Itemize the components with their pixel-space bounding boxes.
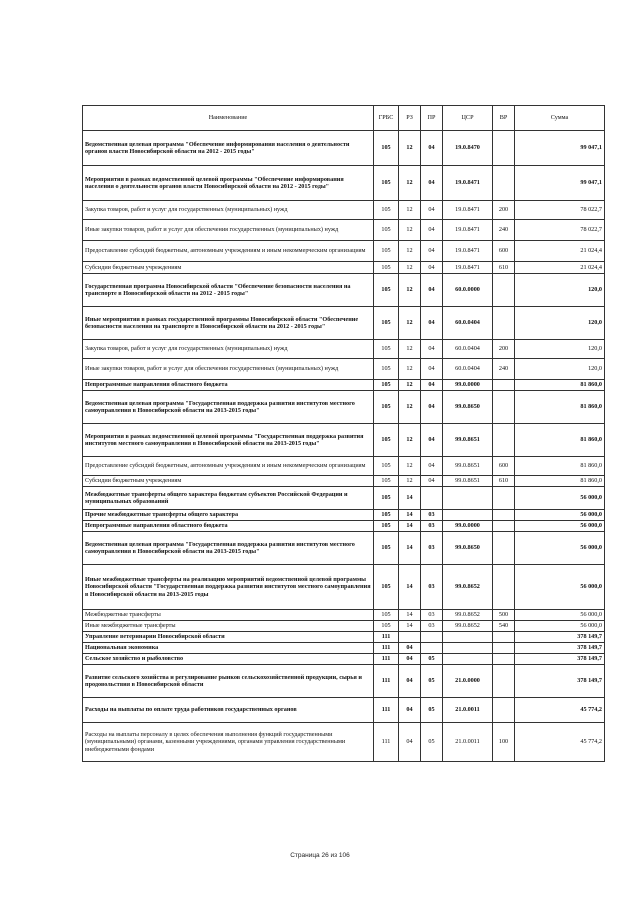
row-grbs: 105 <box>374 131 399 166</box>
row-rz: 12 <box>399 391 421 424</box>
header-rz: РЗ <box>399 106 421 131</box>
table-body <box>83 131 605 762</box>
row-grbs: 111 <box>374 665 399 698</box>
row-pr: 04 <box>421 201 443 220</box>
row-csr <box>443 654 493 665</box>
row-grbs: 105 <box>374 521 399 532</box>
table-row <box>83 487 605 510</box>
row-name: Иные закупки товаров, работ и услуг для обеспечения государственных (муниципальных) нужд <box>83 359 374 380</box>
row-vr <box>493 424 515 457</box>
row-sum: 56 000,0 <box>515 510 605 521</box>
row-rz: 12 <box>399 340 421 359</box>
row-vr: 200 <box>493 340 515 359</box>
row-vr: 610 <box>493 476 515 487</box>
row-csr: 99.0.8651 <box>443 424 493 457</box>
row-pr: 03 <box>421 521 443 532</box>
row-rz: 14 <box>399 521 421 532</box>
row-csr: 19.0.8470 <box>443 131 493 166</box>
row-sum: 56 000,0 <box>515 532 605 565</box>
row-sum: 378 149,7 <box>515 665 605 698</box>
row-pr: 04 <box>421 340 443 359</box>
row-grbs: 105 <box>374 487 399 510</box>
row-csr: 99.0.0000 <box>443 521 493 532</box>
row-rz: 14 <box>399 487 421 510</box>
row-csr: 99.0.8651 <box>443 476 493 487</box>
row-grbs: 111 <box>374 723 399 762</box>
row-rz: 12 <box>399 220 421 241</box>
row-name: Закупка товаров, работ и услуг для государственных (муниципальных) нужд <box>83 201 374 220</box>
table-row <box>83 698 605 723</box>
row-rz: 12 <box>399 166 421 201</box>
row-vr <box>493 391 515 424</box>
row-pr: 03 <box>421 610 443 621</box>
row-sum: 120,0 <box>515 340 605 359</box>
row-pr: 05 <box>421 665 443 698</box>
row-vr: 540 <box>493 621 515 632</box>
row-sum: 78 022,7 <box>515 220 605 241</box>
row-name: Расходы на выплаты персоналу в целях обеспечения выполнения функций государственными (муниципальными) органами, казенными учреждениями, органами управления государственными внебюджетными фондами <box>83 723 374 762</box>
row-sum: 378 149,7 <box>515 654 605 665</box>
row-name: Сельское хозяйство и рыболовство <box>83 654 374 665</box>
row-grbs: 105 <box>374 380 399 391</box>
row-grbs: 105 <box>374 565 399 610</box>
row-name: Непрограммные направления областного бюджета <box>83 521 374 532</box>
row-pr <box>421 643 443 654</box>
row-sum: 99 047,1 <box>515 131 605 166</box>
row-csr: 99.0.8652 <box>443 565 493 610</box>
row-name: Иные межбюджетные трансферты на реализацию мероприятий ведомственной целевой программы Новосибирской области "Государственная поддержка развития институтов местного самоуправления в Новосибирской области на 2013-2015 годы <box>83 565 374 610</box>
row-pr: 04 <box>421 274 443 307</box>
table-row <box>83 565 605 610</box>
row-vr <box>493 532 515 565</box>
row-grbs: 105 <box>374 340 399 359</box>
header-pr: ПР <box>421 106 443 131</box>
row-name: Ведомственная целевая программа "Государственная поддержка развития институтов местного самоуправления в Новосибирской области на 2013-2015 годы" <box>83 532 374 565</box>
row-rz: 12 <box>399 241 421 262</box>
row-pr: 05 <box>421 698 443 723</box>
row-csr: 19.0.8471 <box>443 166 493 201</box>
row-grbs: 105 <box>374 262 399 274</box>
row-vr <box>493 166 515 201</box>
row-vr <box>493 274 515 307</box>
row-grbs: 105 <box>374 510 399 521</box>
table-row <box>83 621 605 632</box>
row-pr: 04 <box>421 380 443 391</box>
row-grbs: 105 <box>374 424 399 457</box>
table-row <box>83 510 605 521</box>
row-vr <box>493 565 515 610</box>
table-row <box>83 241 605 262</box>
table-row <box>83 220 605 241</box>
table-row <box>83 131 605 166</box>
row-csr <box>443 643 493 654</box>
row-vr <box>493 307 515 340</box>
table-row <box>83 654 605 665</box>
row-sum: 56 000,0 <box>515 487 605 510</box>
row-rz: 04 <box>399 698 421 723</box>
row-csr: 99.0.0000 <box>443 380 493 391</box>
row-rz: 14 <box>399 510 421 521</box>
row-sum: 45 774,2 <box>515 723 605 762</box>
row-grbs: 105 <box>374 610 399 621</box>
row-rz: 14 <box>399 532 421 565</box>
row-vr <box>493 632 515 643</box>
row-name: Иные мероприятия в рамках государственной программы Новосибирской области "Обеспечение безопасности населения на транспорте в Новосибирской области на 2012 - 2015 годы" <box>83 307 374 340</box>
row-sum: 56 000,0 <box>515 621 605 632</box>
row-pr: 04 <box>421 391 443 424</box>
row-pr: 03 <box>421 532 443 565</box>
row-rz: 12 <box>399 274 421 307</box>
table-row <box>83 476 605 487</box>
row-pr <box>421 632 443 643</box>
table-row <box>83 665 605 698</box>
row-vr <box>493 654 515 665</box>
row-csr: 99.0.8650 <box>443 532 493 565</box>
row-csr: 19.0.8471 <box>443 241 493 262</box>
row-grbs: 105 <box>374 621 399 632</box>
row-rz: 14 <box>399 621 421 632</box>
row-pr: 03 <box>421 621 443 632</box>
budget-table <box>82 105 605 762</box>
row-name: Субсидии бюджетным учреждениям <box>83 262 374 274</box>
table-row <box>83 532 605 565</box>
row-sum: 81 860,0 <box>515 391 605 424</box>
table-row <box>83 359 605 380</box>
row-pr: 04 <box>421 262 443 274</box>
row-csr: 60.0.0404 <box>443 340 493 359</box>
row-vr <box>493 487 515 510</box>
row-sum: 56 000,0 <box>515 565 605 610</box>
table-row <box>83 643 605 654</box>
row-name: Прочие межбюджетные трансферты общего характера <box>83 510 374 521</box>
table-row <box>83 610 605 621</box>
row-csr: 60.0.0000 <box>443 274 493 307</box>
row-pr: 04 <box>421 307 443 340</box>
row-csr: 99.0.8650 <box>443 391 493 424</box>
row-csr: 99.0.8652 <box>443 621 493 632</box>
row-vr: 240 <box>493 359 515 380</box>
row-csr: 99.0.8651 <box>443 457 493 476</box>
row-grbs: 105 <box>374 307 399 340</box>
row-rz: 12 <box>399 476 421 487</box>
row-pr: 04 <box>421 241 443 262</box>
row-grbs: 111 <box>374 698 399 723</box>
row-grbs: 105 <box>374 201 399 220</box>
row-csr <box>443 510 493 521</box>
row-grbs: 105 <box>374 274 399 307</box>
row-vr: 240 <box>493 220 515 241</box>
row-name: Межбюджетные трансферты общего характера бюджетам субъектов Российской Федерации и муниципальных образований <box>83 487 374 510</box>
row-grbs: 105 <box>374 457 399 476</box>
row-vr <box>493 698 515 723</box>
table-row <box>83 391 605 424</box>
row-name: Ведомственная целевая программа "Государственная поддержка развития институтов местного самоуправления в Новосибирской области на 2013-2015 годы" <box>83 391 374 424</box>
row-pr: 04 <box>421 166 443 201</box>
row-sum: 81 860,0 <box>515 424 605 457</box>
row-pr: 04 <box>421 359 443 380</box>
row-vr: 100 <box>493 723 515 762</box>
page-number: Страница 26 из 106 <box>290 852 350 859</box>
table-row <box>83 307 605 340</box>
table-row <box>83 340 605 359</box>
row-name: Мероприятия в рамках ведомственной целевой программы "Обеспечение информирования населения о деятельности органов власти Новосибирской области на 2012 - 2015 годы" <box>83 166 374 201</box>
row-sum: 81 860,0 <box>515 476 605 487</box>
row-grbs: 105 <box>374 476 399 487</box>
row-sum: 81 860,0 <box>515 457 605 476</box>
table-row <box>83 632 605 643</box>
row-csr <box>443 487 493 510</box>
row-sum: 378 149,7 <box>515 643 605 654</box>
row-vr <box>493 131 515 166</box>
row-name: Субсидии бюджетным учреждениям <box>83 476 374 487</box>
row-vr <box>493 643 515 654</box>
row-name: Управление ветеринарии Новосибирской области <box>83 632 374 643</box>
header-sum: Сумма <box>515 106 605 131</box>
row-csr: 21.0.0011 <box>443 698 493 723</box>
row-sum: 45 774,2 <box>515 698 605 723</box>
row-pr: 04 <box>421 131 443 166</box>
row-vr: 600 <box>493 241 515 262</box>
header-name: Наименование <box>83 106 374 131</box>
row-grbs: 105 <box>374 359 399 380</box>
table-header-row <box>83 106 605 131</box>
row-sum: 56 000,0 <box>515 610 605 621</box>
row-csr: 60.0.0404 <box>443 359 493 380</box>
row-sum: 81 860,0 <box>515 380 605 391</box>
row-name: Иные закупки товаров, работ и услуг для обеспечения государственных (муниципальных) нужд <box>83 220 374 241</box>
table-row <box>83 262 605 274</box>
row-rz: 04 <box>399 643 421 654</box>
row-name: Предоставление субсидий бюджетным, автономным учреждениям и иным некоммерческим организациям <box>83 241 374 262</box>
table-row <box>83 274 605 307</box>
row-grbs: 105 <box>374 241 399 262</box>
row-pr <box>421 487 443 510</box>
header-csr: ЦСР <box>443 106 493 131</box>
row-pr: 03 <box>421 565 443 610</box>
row-grbs: 111 <box>374 632 399 643</box>
table-row <box>83 521 605 532</box>
row-grbs: 111 <box>374 643 399 654</box>
row-sum: 120,0 <box>515 307 605 340</box>
row-csr: 19.0.8471 <box>443 220 493 241</box>
row-name: Закупка товаров, работ и услуг для государственных (муниципальных) нужд <box>83 340 374 359</box>
row-vr <box>493 665 515 698</box>
row-vr <box>493 521 515 532</box>
row-rz: 12 <box>399 359 421 380</box>
table-row <box>83 201 605 220</box>
row-rz: 12 <box>399 131 421 166</box>
row-sum: 120,0 <box>515 274 605 307</box>
row-grbs: 105 <box>374 220 399 241</box>
row-pr: 05 <box>421 654 443 665</box>
row-vr: 610 <box>493 262 515 274</box>
row-csr: 19.0.8471 <box>443 201 493 220</box>
row-rz: 12 <box>399 457 421 476</box>
row-pr: 04 <box>421 424 443 457</box>
row-rz: 12 <box>399 380 421 391</box>
table-row <box>83 723 605 762</box>
row-rz: 04 <box>399 654 421 665</box>
header-grbs: ГРБС <box>374 106 399 131</box>
row-csr: 21.0.0000 <box>443 665 493 698</box>
row-csr: 60.0.0404 <box>443 307 493 340</box>
row-name: Национальная экономика <box>83 643 374 654</box>
row-rz: 04 <box>399 665 421 698</box>
row-vr: 600 <box>493 457 515 476</box>
row-grbs: 105 <box>374 391 399 424</box>
row-rz: 12 <box>399 262 421 274</box>
row-name: Государственная программа Новосибирской области "Обеспечение безопасности населения на транспорте в Новосибирской области на 2012 - 2015 годы" <box>83 274 374 307</box>
row-rz <box>399 632 421 643</box>
row-sum: 56 000,0 <box>515 521 605 532</box>
row-vr <box>493 380 515 391</box>
row-name: Непрограммные направления областного бюджета <box>83 380 374 391</box>
row-sum: 378 149,7 <box>515 632 605 643</box>
table-row <box>83 380 605 391</box>
row-rz: 12 <box>399 201 421 220</box>
row-sum: 21 024,4 <box>515 241 605 262</box>
row-csr: 21.0.0011 <box>443 723 493 762</box>
row-csr: 19.0.8471 <box>443 262 493 274</box>
table-row <box>83 457 605 476</box>
header-vr: ВР <box>493 106 515 131</box>
row-vr: 200 <box>493 201 515 220</box>
row-grbs: 105 <box>374 166 399 201</box>
row-name: Мероприятия в рамках ведомственной целевой программы "Государственная поддержка развития институтов местного самоуправления в Новосибирской области на 2013-2015 годы" <box>83 424 374 457</box>
row-rz: 14 <box>399 565 421 610</box>
row-rz: 12 <box>399 307 421 340</box>
row-name: Предоставление субсидий бюджетным, автономным учреждениям и иным некоммерческим организациям <box>83 457 374 476</box>
row-rz: 14 <box>399 610 421 621</box>
row-pr: 04 <box>421 457 443 476</box>
row-sum: 99 047,1 <box>515 166 605 201</box>
row-grbs: 105 <box>374 532 399 565</box>
row-name: Ведомственная целевая программа "Обеспечение информирования населения о деятельности органов власти Новосибирской области на 2012 - 2015 годы" <box>83 131 374 166</box>
row-name: Развитие сельского хозяйства и регулирование рынков сельскохозяйственной продукции, сырья и продовольствия в Новосибирской области <box>83 665 374 698</box>
row-pr: 04 <box>421 476 443 487</box>
row-rz: 04 <box>399 723 421 762</box>
row-grbs: 111 <box>374 654 399 665</box>
row-sum: 120,0 <box>515 359 605 380</box>
row-name: Иные межбюджетные трансферты <box>83 621 374 632</box>
row-pr: 03 <box>421 510 443 521</box>
row-csr <box>443 632 493 643</box>
row-vr: 500 <box>493 610 515 621</box>
row-name: Межбюджетные трансферты <box>83 610 374 621</box>
row-pr: 05 <box>421 723 443 762</box>
row-csr: 99.0.8652 <box>443 610 493 621</box>
row-sum: 21 024,4 <box>515 262 605 274</box>
budget-sheet <box>82 105 604 762</box>
row-rz: 12 <box>399 424 421 457</box>
row-pr: 04 <box>421 220 443 241</box>
row-sum: 78 022,7 <box>515 201 605 220</box>
table-row <box>83 166 605 201</box>
row-name: Расходы на выплаты по оплате труда работников государственных органов <box>83 698 374 723</box>
row-vr <box>493 510 515 521</box>
table-row <box>83 424 605 457</box>
